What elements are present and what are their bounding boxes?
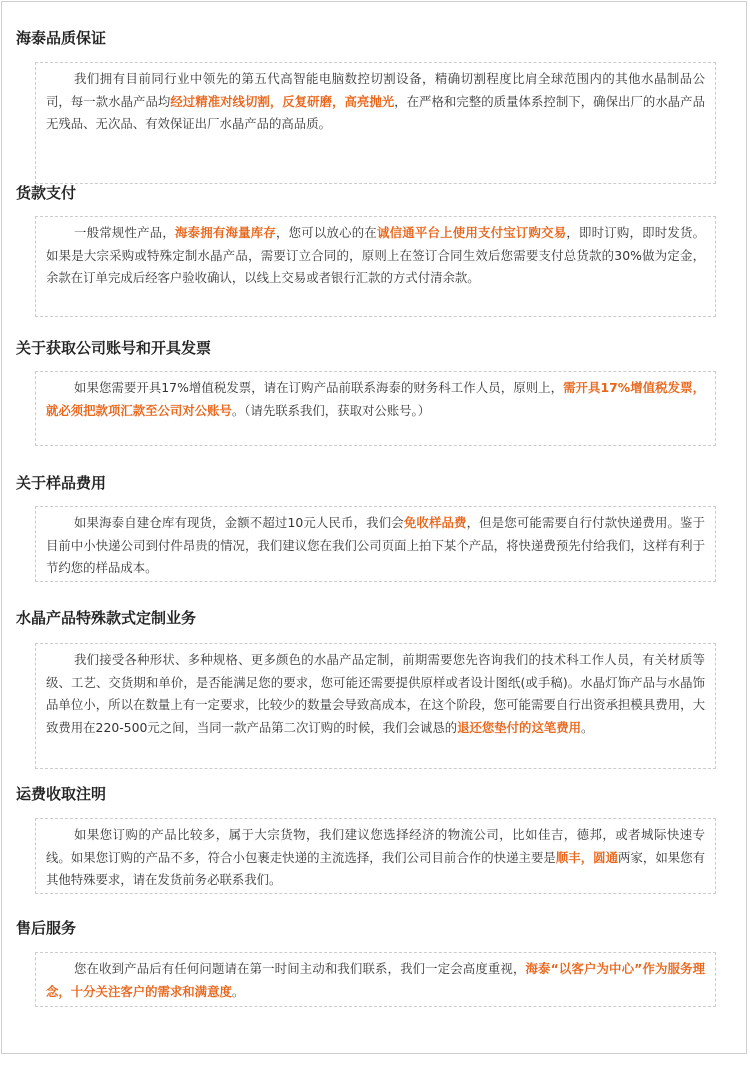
section-body (35, 216, 716, 317)
body-text: 。（请先联系我们，获取对公账号。） (231, 402, 431, 418)
body-text: ，您可以放心的在 (276, 225, 377, 240)
highlight-text: 顺丰，圆通 (555, 849, 619, 865)
body-text: 我们接受各种形状、多种规格、更多颜色的水晶产品定制，前期需要您先咨询我们的技术科工作人员，有关材质等级、工艺、交货期和单价，是否能满足您的要求，您可能还需要提供原样或者设计图纸(或手稿)。水晶灯饰产品与水晶饰品单位小，所以在数量上有一定要求，比较少的数量会导致高成本，在这个阶段，您可能需要自行出资承担模具费用，大致费用在220-500元之间，当同一款产品第二次订购的时候，我们会诚恳的 (46, 652, 705, 735)
section-title: 关于样品费用 (16, 474, 107, 492)
highlight-text: 需开具17%增值税发票，就必须把款项汇款至公司对公账号 (46, 380, 705, 418)
body-text: 。 (581, 719, 594, 735)
section-title: 关于获取公司账号和开具发票 (16, 339, 212, 357)
section-title: 运费收取注明 (16, 785, 107, 803)
body-text: 如果您需要开具17%增值税发票，请在订购产品前联系海泰的财务科工作人员，原则上， (74, 380, 564, 395)
section-body (35, 371, 716, 446)
body-text: 您在收到产品后有任何问题请在第一时间主动和我们联系，我们一定会高度重视， (74, 961, 526, 976)
highlight-text: 诚信通平台上使用支付宝订购交易 (377, 225, 567, 240)
body-text: ，在严格和完整的质量体系控制下，确保出厂的水晶产品无残品、无次品、有效保证出厂水晶产品的高品质。 (46, 93, 706, 131)
body-text: 。 (231, 983, 245, 999)
section-title: 海泰品质保证 (16, 29, 107, 47)
section-title: 水晶产品特殊款式定制业务 (16, 609, 197, 627)
body-text: 一般常规性产品， (74, 225, 175, 240)
body-text: 两家，如果您有其他特殊要求，请在发货前务必联系我们。 (46, 849, 706, 887)
highlight-text: 退还您垫付的这笔费用 (457, 719, 582, 735)
section-body (35, 818, 716, 894)
highlight-text: 经过精准对线切割，反复研磨，高亮抛光 (170, 93, 395, 109)
highlight-text: 免收样品费 (403, 515, 467, 530)
body-text: 如果海泰自建仓库有现货，金额不超过10元人民币，我们会 (74, 515, 404, 530)
highlight-text: 海泰“以客户为中心”作为服务理念，十分关注客户的需求和满意度 (46, 961, 705, 999)
section-body (35, 643, 716, 769)
section-body (35, 506, 716, 582)
body-text: 我们拥有目前同行业中领先的第五代高智能电脑数控切割设备，精确切割程度比肩全球范围内的其他水晶制品公司，每一款水晶产品均 (46, 71, 705, 109)
body-text: 如果您订购的产品比较多，属于大宗货物，我们建议您选择经济的物流公司，比如佳吉，德邦，或者城际快速专线。如果您订购的产品不多，符合小包裹走快递的主流选择，我们公司目前合作的快递主要是 (46, 827, 705, 865)
section-body (35, 62, 716, 184)
section-body (35, 952, 716, 1007)
section-title: 货款支付 (16, 184, 77, 202)
body-text: ，但是您可能需要自行付款快递费用。鉴于目前中小快递公司到付件昂贵的情况，我们建议您在我们公司页面上拍下某个产品，将快递费预先付给我们，这样有利于节约您的样品成本。 (46, 515, 705, 575)
section-title: 售后服务 (16, 919, 77, 937)
highlight-text: 海泰拥有海量库存 (175, 225, 276, 240)
body-text: ，即时订购，即时发货。如果是大宗采购或特殊定制水晶产品，需要订立合同的，原则上在签订合同生效后您需要支付总货款的30%做为定金，余款在订单完成后经客户验收确认，以线上交易或者银行汇款的方式付清余款。 (46, 225, 706, 285)
